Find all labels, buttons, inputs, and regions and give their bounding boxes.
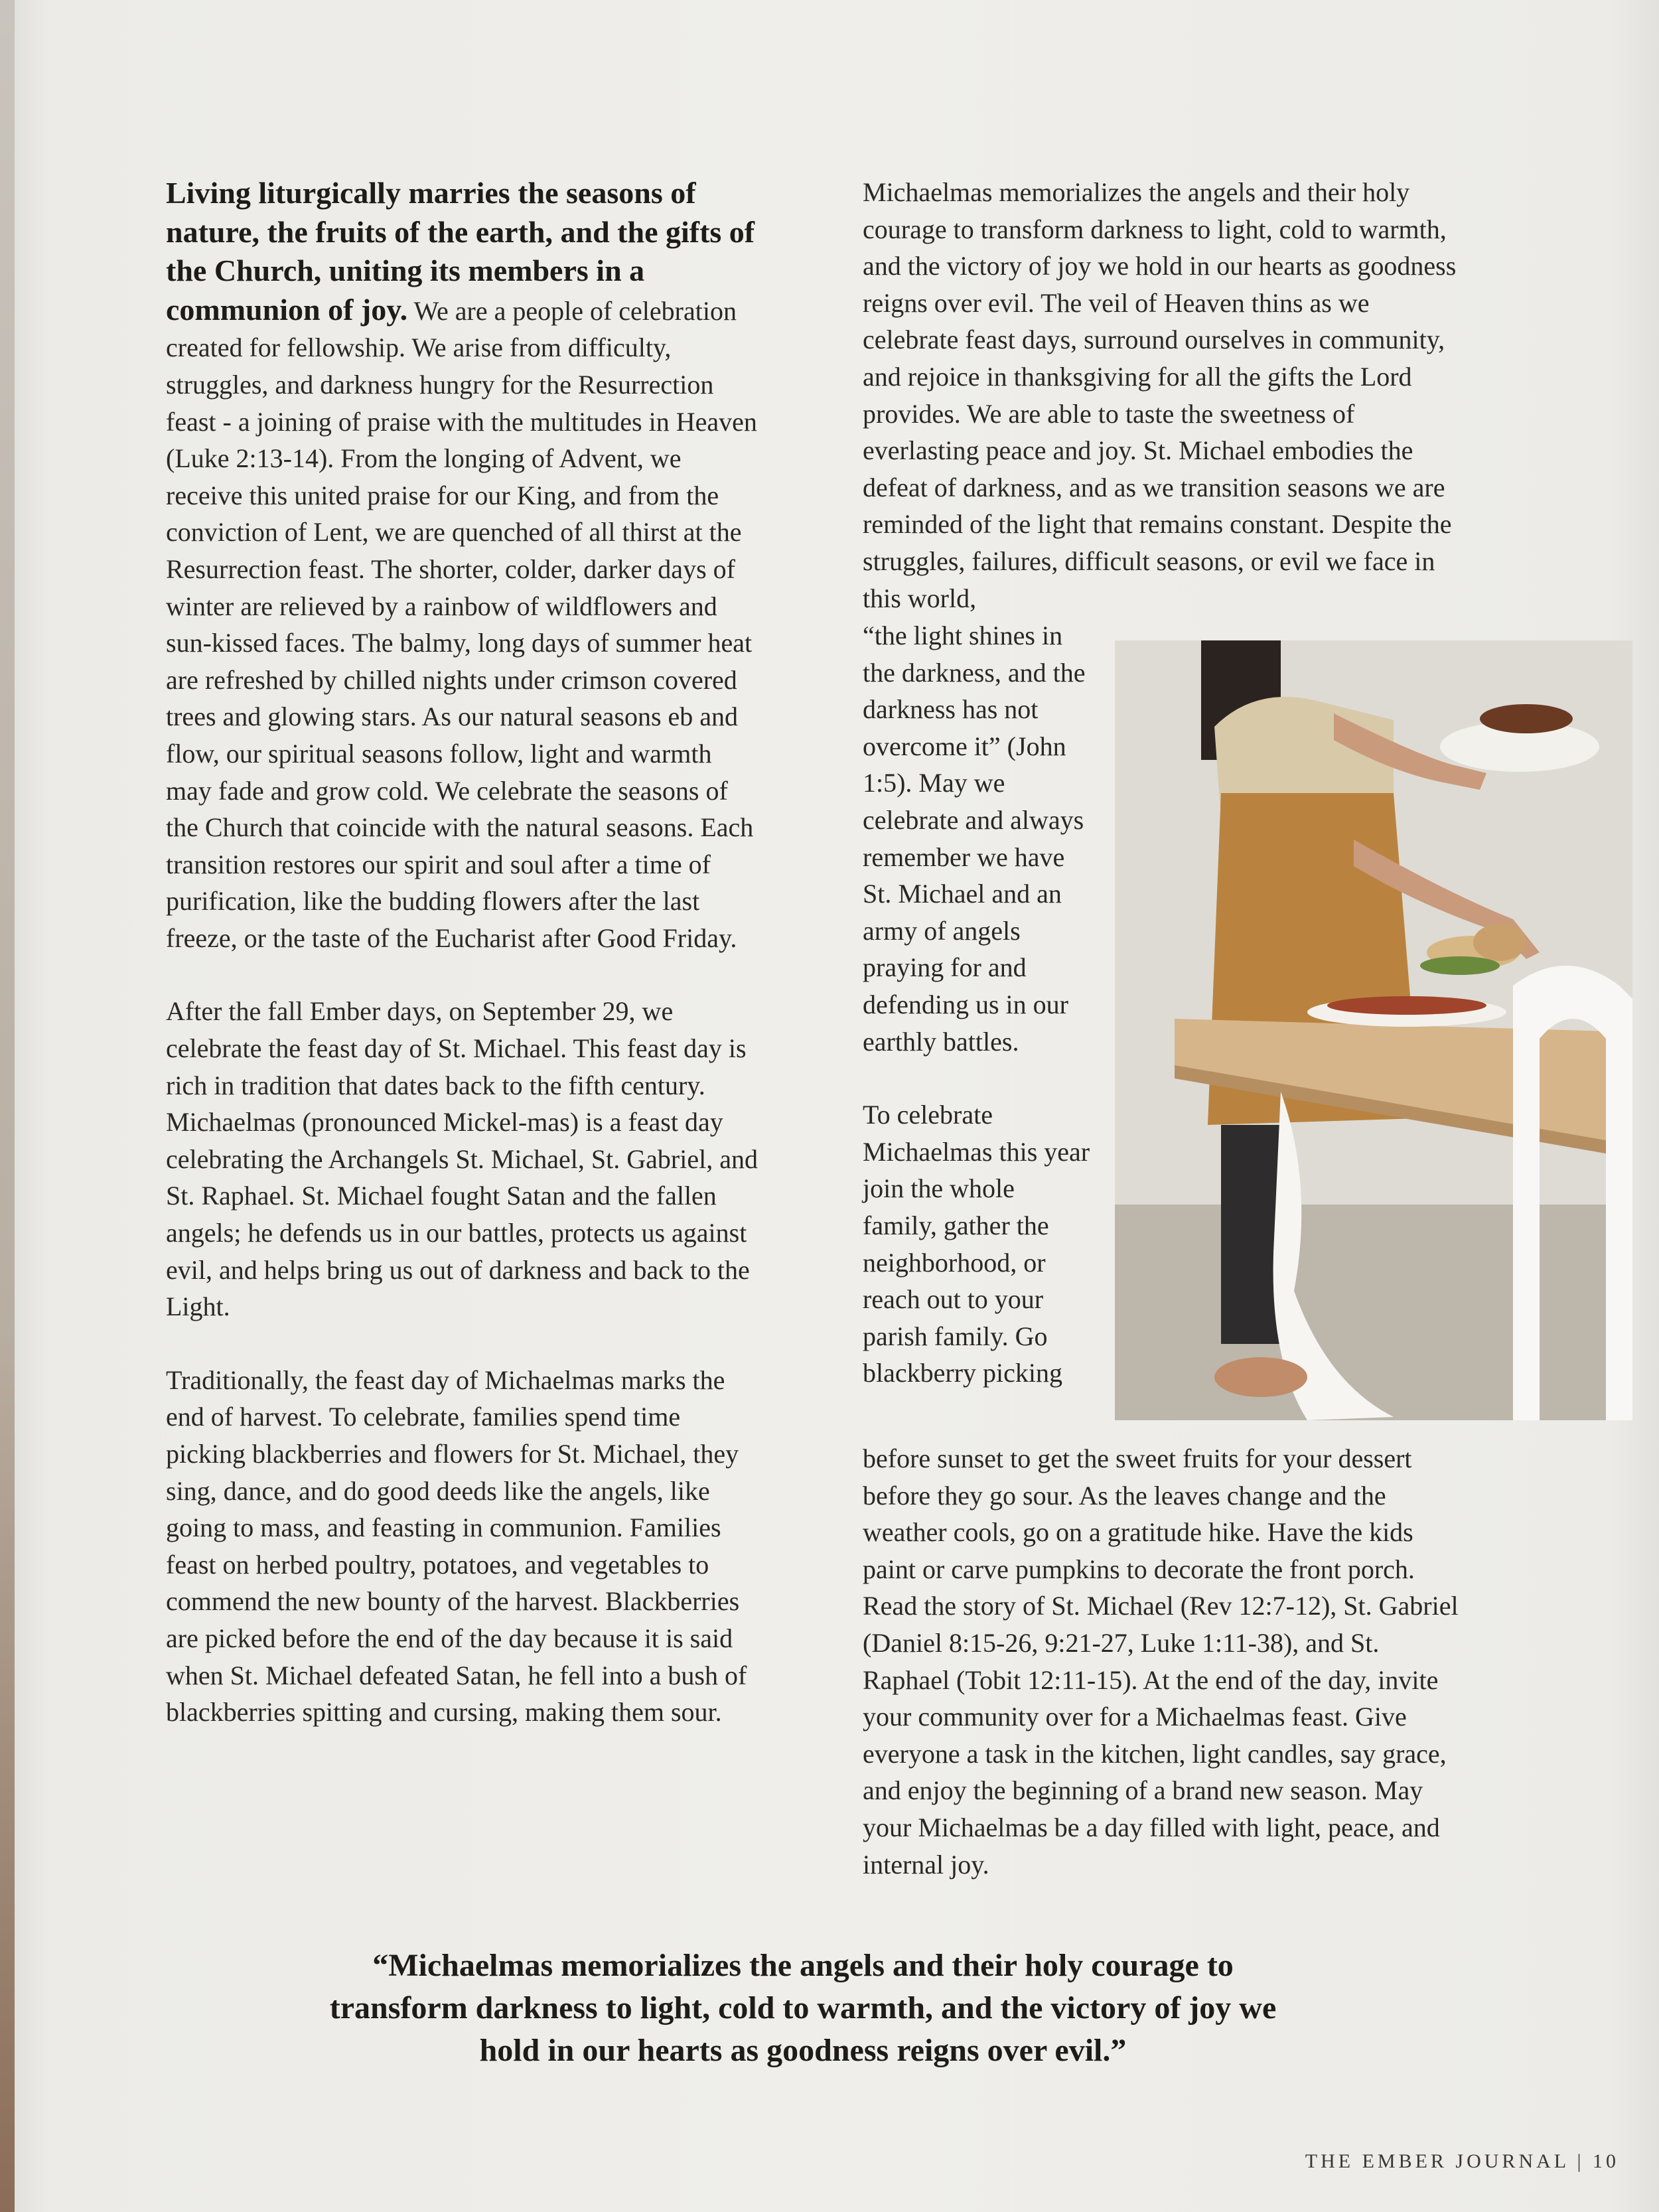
celebrate-paragraph-start: To celebrate Michaelmas this year join the whole family, gather the neighborhood, or reach out to your parish family. Go blackberry picking	[863, 1100, 1090, 1388]
intro-text: We are a people of celebration created for fellowship. We arise from difficulty, struggles, and darkness hungry for the Resurrection feast - a joining of praise with the multitudes in Heaven (Luke 2:13-14). From the longing of Advent, we receive this united praise for our King, and from the conviction of Lent, we are quenched of all thirst at the Resurrection feast. The shorter, colder, darker days of winter are relieved by a rainbow of wildflowers and sun-kissed faces. The balmy, long days of summer heat are refreshed by chilled nights under crimson covered trees and glowing stars. As our natural seasons eb and flow, our spiritual seasons follow, light and warmth may fade and grow cold. We celebrate the seasons of the Church that coincide with the natural seasons. Each transition restores our spirit and soul after a time of purification, like the budding flowers after the last freeze, or the taste of the Eucharist after Good Friday.	[166, 295, 757, 953]
feast-table-photo	[1115, 640, 1632, 1420]
narrow-column	[863, 617, 1095, 1428]
page-edge	[0, 0, 15, 2212]
feast-table-illustration	[1115, 640, 1632, 1420]
paragraph-feast-day: After the fall Ember days, on September 29, we celebrate the feast day of St. Michael. This feast day is rich in tradition that dates back to the fifth century. Michaelmas (pronounced Mickel-mas) is a feast day celebrating the Archangels St. Michael, St. Gabriel, and St. Raphael. St. Michael fought Satan and the fallen angels; he defends us in our battles, protects us against evil, and helps bring us out of darkness and back to the Light.	[166, 996, 758, 1322]
right-column	[863, 174, 1460, 617]
paragraph-memorial: Michaelmas memorializes the angels and their holy courage to transform darkness to light, cold to warmth, and the victory of joy we hold in our hearts as goodness reigns over evil. The veil of Heaven thins as we celebrate feast days, surround ourselves in community, and rejoice in thanksgiving for all the gifts the Lord provides. We are able to taste the sweetness of everlasting peace and joy. St. Michael embodies the defeat of darkness, and as we transition seasons we are reminded of the light that remains constant. Despite the struggles, failures, difficult seasons, or evil we face in this world,	[863, 177, 1457, 613]
page-footer: THE EMBER JOURNAL | 10	[1305, 2150, 1619, 2172]
celebrate-paragraph-continued-block	[863, 1440, 1460, 1883]
intro-paragraph	[166, 174, 763, 956]
lead-sentence: Living liturgically marries the seasons of nature, the fruits of the earth, and the gifts of the Church, uniting its members in a communion of joy.	[166, 176, 755, 327]
pull-quote: “Michaelmas memorializes the angels and their holy courage to transform darkness to light, cold to warmth, and the victory of joy we hold in our hearts as goodness reigns over evil.”	[329, 1948, 1277, 2068]
left-column	[166, 174, 763, 1767]
scripture-paragraph: “the light shines in the darkness, and the darkness has not overcome it” (John 1:5). May we celebrate and always remember we have St. Michael and an army of angels praying for and defending us in our earthly battles.	[863, 621, 1086, 1057]
celebrate-paragraph-continued: before sunset to get the sweet fruits for your dessert before they go sour. As the leaves change and the weather cools, go on a gratitude hike. Have the kids paint or carve pumpkins to decorate the front porch. Read the story of St. Michael (Rev 12:7-12), St. Gabriel (Daniel 8:15-26, 9:21-27, Luke 1:11-38), and St. Raphael (Tobit 12:11-15). At the end of the day, invite your community over for a Michaelmas feast. Give everyone a task in the kitchen, light candles, say grace, and enjoy the beginning of a brand new season. May your Michaelmas be a day filled with light, peace, and internal joy.	[863, 1443, 1459, 1880]
paragraph-traditions: Traditionally, the feast day of Michaelmas marks the end of harvest. To celebrate, families spend time picking blackberries and flowers for St. Michael, they sing, dance, and do good deeds like the angels, like going to mass, and feasting in communion. Families feast on herbed poultry, potatoes, and vegetables to commend the new bounty of the harvest. Blackberries are picked before the end of the day because it is said when St. Michael defeated Satan, he fell into a bush of blackberries spitting and cursing, making them sour.	[166, 1364, 747, 1728]
